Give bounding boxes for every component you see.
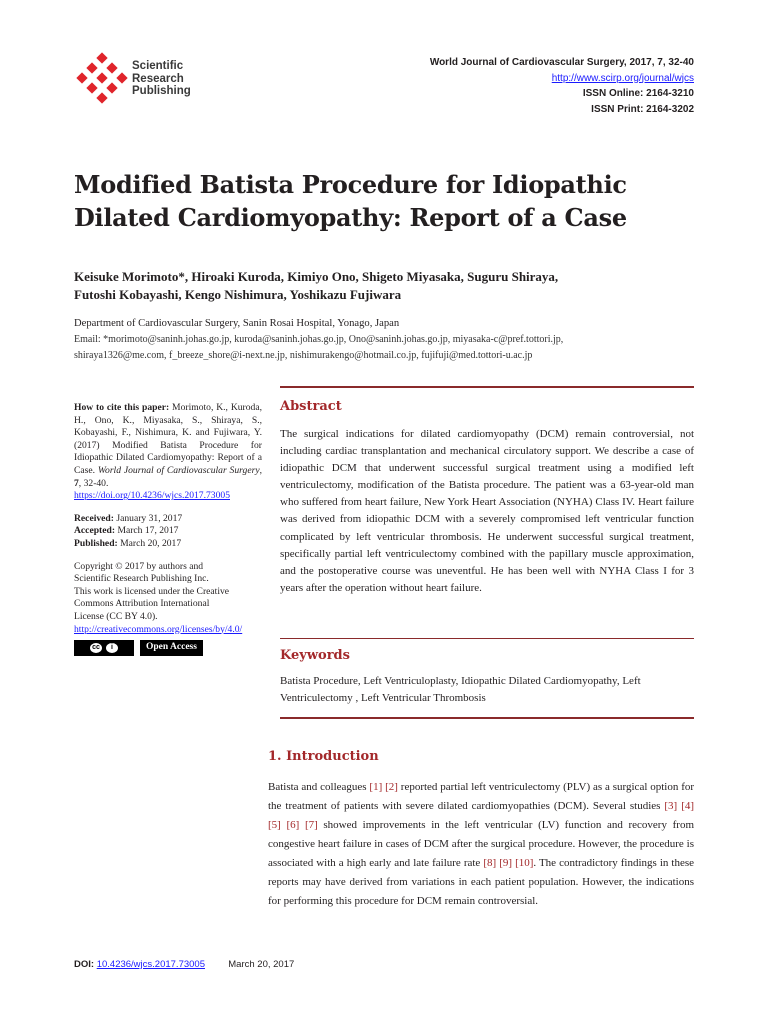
how-to-cite: How to cite this paper: Morimoto, K., Kuroda, H., Ono, K., Miyasaka, S., Shiraya, S., Kobayashi, F., Nishimura, K. and Fujiwara, Y. (2017) Modified Batista Procedure for Idiopathic Dilated Cardiomyopathy: Report of a Case. World Journal of Cardiovascular Surgery, 7, 32-40. https://doi.org/10.4236/wjcs.2017.73005 <box>74 402 262 502</box>
abstract-heading: Abstract <box>280 399 342 414</box>
cite-volume: 7 <box>74 477 79 489</box>
keywords-bottom-rule <box>280 717 694 719</box>
cite-pages: , 32-40. <box>78 477 109 489</box>
authors <box>74 268 694 304</box>
publisher-name <box>132 60 191 98</box>
email-list <box>74 332 714 363</box>
cite-doi-link[interactable]: https://doi.org/10.4236/wjcs.2017.73005 <box>74 490 230 502</box>
intro-text-3: showed improvements in the left ventricular (LV) function and recovery from congestive heart failure in cases of DCM after the surgical procedure. However, the procedure is associated with a high early and late failure rate <box>268 819 694 869</box>
received-date: January 31, 2017 <box>116 512 183 524</box>
journal-info <box>430 55 694 117</box>
journal-url[interactable]: http://www.scirp.org/journal/wjcs <box>551 72 694 84</box>
intro-text-1: Batista and colleagues <box>268 781 370 793</box>
email-line2: shiraya1326@me.com, f_breeze_shore@i-next.ne.jp, nishimurakengo@hotmail.co.jp, fujifuji@med.tottori-u.ac.jp <box>74 349 533 361</box>
keywords-text: Batista Procedure, Left Ventriculoplasty, Idiopathic Dilated Cardiomyopathy, Left Ventriculectomy , Left Ventricular Thrombosis <box>280 675 641 705</box>
email-line1: Email: *morimoto@saninh.johas.go.jp, kuroda@saninh.johas.go.jp, Ono@saninh.johas.go.jp, miyasaka-c@pref.tottori.jp, <box>74 334 564 345</box>
intro-text-4: . The contradictory findings in these reports may have derived from variations in each patient population. However, the indications for performing this procedure for DCM remain controversial. <box>268 857 695 907</box>
publisher-line2: Research <box>132 72 184 85</box>
cite-text: Morimoto, K., Kuroda, H., Ono, K., Miyasaka, S., Shiraya, S., Kobayashi, F., Nishimura, K. and Fujiwara, Y. (2017) Modified Batista Procedure for Idiopathic Dilated Cardiomyopathy: Report of a Case. <box>74 402 262 476</box>
footer-date: March 20, 2017 <box>228 959 295 970</box>
accepted-date: March 17, 2017 <box>117 525 179 537</box>
citation-sidebar <box>74 402 262 656</box>
issn-print: ISSN Print: 2164-3202 <box>591 103 694 115</box>
published-row <box>74 538 262 551</box>
ref-1[interactable]: [1] <box>369 781 383 793</box>
authors-line2: Futoshi Kobayashi, Kengo Nishimura, Yoshikazu Fujiwara <box>74 287 402 302</box>
cite-label: How to cite this paper: <box>74 402 170 413</box>
doi-link[interactable]: 10.4236/wjcs.2017.73005 <box>96 959 205 970</box>
abstract-text: The surgical indications for dilated cardiomyopathy (DCM) remain controversial, not including cardiac transplantation and mechanical circulatory support. We describe a case of idiopathic DCM that underwent successful surgical treatment using a modified left ventriculectomy, modification of the Batista procedure. The patient was a 63-year-old man who suffered from heart failure, New York Heart Association (NYHA) Class IV. Heart failure was derived from idiopathic DCM with a severely compromised left ventricular function complicated by left ventricular thrombosis. He underwent successful surgical treatment, specifically partial left ventriculectomy combined with the papillary muscle approximation, and the postoperative course was uneventful. He has been well with NYHA Class I for 3 years after the operation without heart failure. <box>280 428 694 594</box>
accepted-row <box>74 525 262 538</box>
paper-title <box>74 168 694 234</box>
received-row <box>74 513 262 526</box>
ref-5[interactable]: [5] <box>268 819 281 831</box>
authors-line1: Keisuke Morimoto*, Hiroaki Kuroda, Kimiyo Ono, Shigeto Miyasaka, Suguru Shiraya, <box>74 269 559 284</box>
publisher-line3: Publishing <box>132 85 191 97</box>
ref-6[interactable]: [6] <box>286 819 300 831</box>
accepted-label: Accepted: <box>74 525 116 537</box>
doi-label: DOI: <box>74 959 97 970</box>
license-line1: This work is licensed under the Creative <box>74 585 230 597</box>
introduction-heading: 1. Introduction <box>268 749 379 764</box>
title-line1: Modified Batista Procedure for Idiopathic <box>74 170 627 199</box>
intro-text-2: reported partial left ventriculectomy (PLV) as a surgical option for the treatment of patients with severe dilated cardiomyopathies (DCM). Several studies <box>268 781 695 812</box>
publisher-line1: Scientific <box>132 60 184 72</box>
published-label: Published: <box>74 537 118 549</box>
ref-4[interactable]: [4] <box>681 800 695 812</box>
license-line3: License (CC BY 4.0). <box>74 610 158 622</box>
ref-9[interactable]: [9] <box>499 857 513 869</box>
journal-citation: World Journal of Cardiovascular Surgery, 2017, 7, 32-40 <box>429 57 694 68</box>
license-line2: Commons Attribution International <box>74 598 210 610</box>
copyright-line1: Copyright © 2017 by authors and <box>74 560 204 572</box>
abstract-top-rule <box>280 386 694 388</box>
published-date: March 20, 2017 <box>120 537 182 549</box>
open-access-badge: Open Access <box>140 640 203 656</box>
issn-online: ISSN Online: 2164-3210 <box>582 88 694 99</box>
copyright-line2: Scientific Research Publishing Inc. <box>74 573 209 585</box>
cite-journal: World Journal of Cardiovascular Surgery <box>97 464 260 476</box>
introduction-text <box>268 778 694 911</box>
affiliation: Department of Cardiovascular Surgery, Sanin Rosai Hospital, Yonago, Japan <box>74 318 400 329</box>
license-link[interactable]: http://creativecommons.org/licenses/by/4.0/ <box>74 623 243 635</box>
ref-3[interactable]: [3] <box>664 800 678 812</box>
ref-7[interactable]: [7] <box>304 819 318 831</box>
received-label: Received: <box>74 512 114 524</box>
footer-doi <box>74 959 294 970</box>
ref-8[interactable]: [8] <box>483 857 497 869</box>
cc-by-icon[interactable]: cc i <box>74 640 134 656</box>
ref-10[interactable]: [10] <box>515 857 534 869</box>
license-badges <box>74 640 262 656</box>
keywords-heading: Keywords <box>280 648 350 663</box>
title-line2: Dilated Cardiomyopathy: Report of a Case <box>74 203 627 232</box>
keywords-top-rule <box>280 638 694 639</box>
scirp-logo-icon <box>76 52 132 104</box>
ref-2[interactable]: [2] <box>385 781 398 793</box>
